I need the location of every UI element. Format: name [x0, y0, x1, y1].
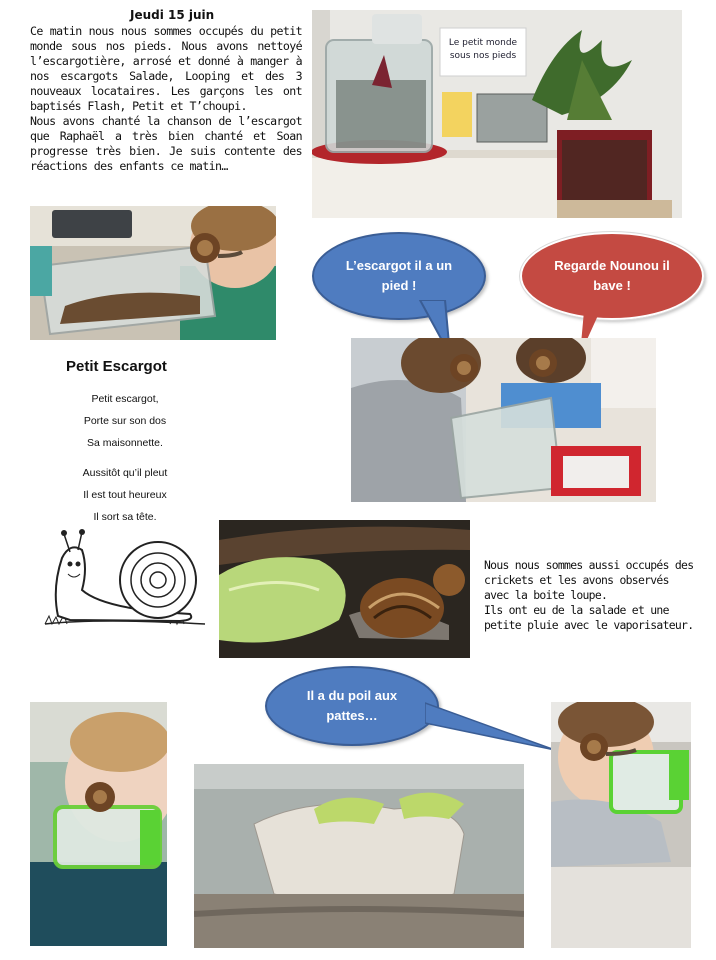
- poem-title: Petit Escargot: [66, 358, 167, 375]
- poem-line: Il sort sa tête.: [93, 511, 157, 523]
- photo-child-terrarium: [30, 206, 276, 340]
- photo-child-loupe-right: [551, 702, 691, 948]
- speech-bubble-poil: Il a du poil aux pattes…: [265, 666, 439, 746]
- intro-paragraph-1: Ce matin nous nous sommes occupés du petit monde sous nos pieds. Nous avons nettoyé l’escargotière, arrosé et donné à manger à nos escargots Salade, Looping et des 3 nouveaux locataires. Les garçons les ont baptisés Flash, Petit et T’choupi.: [30, 24, 302, 113]
- snail-icon: [85, 782, 115, 812]
- photo-terrarium-shelf: [312, 10, 682, 218]
- snail-drawing-icon: [40, 528, 210, 636]
- photo-terrarium-closeup: [194, 764, 524, 948]
- page-date: Jeudi 15 juin: [130, 8, 215, 22]
- speech-bubble-bave: Regarde Nounou il bave !: [520, 232, 704, 320]
- photo-two-children: [351, 338, 656, 502]
- poem-line: Porte sur son dos: [83, 415, 167, 427]
- side-paragraph-2: Ils ont eu de la salade et une petite pluie avec le vaporisateur.: [484, 603, 694, 632]
- side-paragraph-1: Nous nous sommes aussi occupés des crickets et les avons observés avec la boite loupe.: [484, 558, 694, 602]
- side-text: [484, 558, 694, 633]
- sign-line-1: Le petit monde: [448, 38, 518, 48]
- poem-line: Petit escargot,: [91, 393, 159, 405]
- photo-child-loupe-left: [30, 702, 167, 946]
- photo-snail-lettuce: [219, 520, 470, 658]
- poem-line: Aussitôt qu’il pleut: [82, 467, 168, 479]
- intro-text: [30, 24, 302, 174]
- poem-line: Sa maisonnette.: [87, 437, 163, 449]
- sign-line-2: sous nos pieds: [449, 51, 517, 61]
- intro-paragraph-2: Nous avons chanté la chanson de l’escargot que Raphaël a très bien chanté et Soan progresse très bien. Je suis contente des réactions des enfants ce matin…: [30, 114, 302, 173]
- poem-text: [40, 388, 210, 528]
- speech-bubble-pied: L’escargot il a un pied !: [312, 232, 486, 320]
- poem-line: Il est tout heureux: [83, 489, 167, 501]
- bubble-tail-poil: [425, 695, 560, 755]
